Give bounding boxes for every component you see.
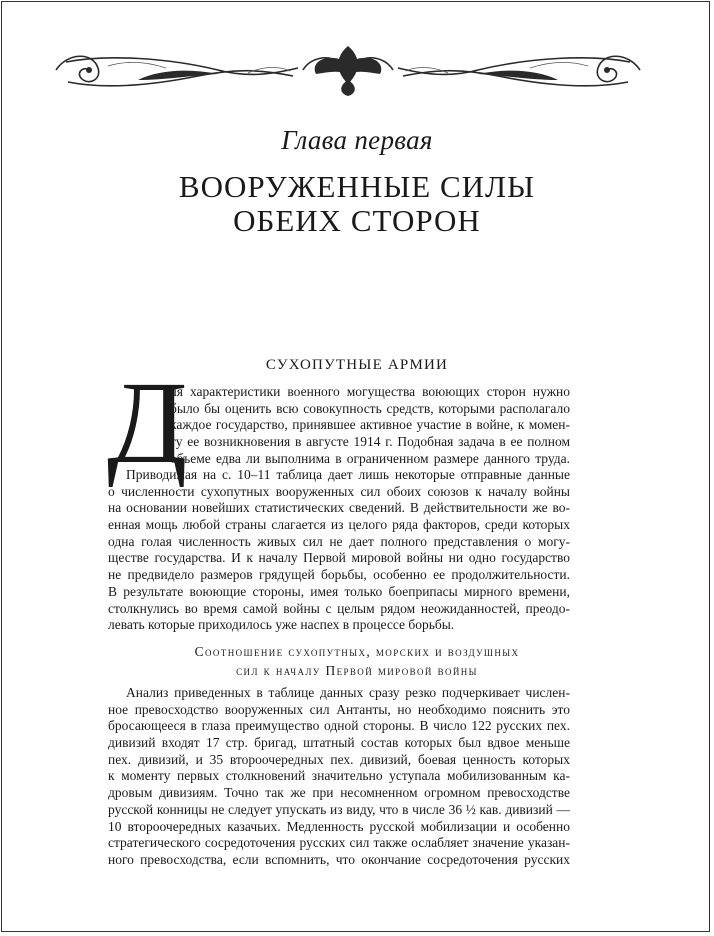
section-title: СУХОПУТНЫЕ АРМИИ bbox=[265, 357, 449, 373]
text-line: столкнулись во время самой войны с целым рядом неожиданностей, преодо- bbox=[108, 600, 570, 616]
text-line: не предвидело размеров грядущей борьбы, особенно ее продолжительности. bbox=[108, 567, 570, 583]
drop-cap: Д bbox=[107, 357, 188, 488]
text-line: дивизий входят 17 стр. бригад, штатный состав которых был вдвое меньше bbox=[108, 735, 570, 751]
text-line: 10 второочередных казачьих. Медленность русской мобилизации и особенно bbox=[108, 818, 570, 834]
subsection-paragraph bbox=[108, 685, 570, 869]
text-line: пех. дивизий, и 35 второочередных пех. дивизий, боевая ценность которых bbox=[108, 751, 570, 767]
text-line: енная мощь любой страны слагается из целого ряда факторов, среди которых bbox=[108, 517, 570, 533]
intro-paragraph bbox=[170, 384, 570, 467]
text-line: было бы оценить всю совокупность средств, которыми располагало bbox=[170, 400, 570, 416]
text-line: В результате воюющие стороны, имея только боеприпасы мирного времени, bbox=[108, 583, 570, 599]
chapter-title-line: ВООРУЖЕННЫЕ СИЛЫ bbox=[178, 169, 536, 204]
text-line: к моменту первых столкновений значительно уступала мобилизованным ка- bbox=[108, 768, 570, 784]
chapter-title bbox=[0, 170, 714, 238]
subsection-title-line: Соотношение сухопутных, морских и воздушных bbox=[194, 644, 520, 659]
text-line: о численности сухопутных вооруженных сил обоих союзов к началу войны bbox=[108, 483, 570, 499]
text-line: Приводимая на с. 10–11 таблица дает лишь некоторые отправные данные bbox=[126, 467, 570, 482]
text-line: стратегического сосредоточения русских сил также ослабляет значение указан- bbox=[108, 835, 570, 851]
subsection-title-line: сил к началу Первой мировой войны bbox=[236, 663, 478, 678]
text-line: русской конницы не следует упускать из виду, что в числе 36 ½ кав. дивизий — bbox=[108, 801, 570, 817]
text-line: бросающееся в глаза преимущество одной стороны. В число 122 русских пех. bbox=[108, 718, 570, 734]
text-line: ного превосходства, если вспомнить, что окончание сосредоточения русских bbox=[108, 851, 570, 867]
chapter-label: Глава первая bbox=[281, 125, 433, 155]
text-line: дровым дивизиям. Точно так же при несомненном огромном превосходстве bbox=[108, 785, 570, 801]
text-line: ществе государства. И к началу Первой мировой войны ни одно государство bbox=[108, 550, 570, 566]
text-line: ля характеристики военного могущества воюющих сторон нужно bbox=[170, 384, 570, 399]
text-line: Анализ приведенных в таблице данных сразу резко подчеркивает числен- bbox=[126, 685, 570, 700]
text-line: ту ее возникновения в августе 1914 г. Подобная задача в ее полном bbox=[170, 434, 570, 450]
text-line: левать которые приходилось уже наспех в процессе борьбы. bbox=[108, 617, 455, 633]
text-line: ное превосходство вооруженных сил Антанты, но необходимо пояснить это bbox=[108, 701, 570, 717]
text-line: одна голая численность живых сил не дает полного представления о могу- bbox=[108, 533, 570, 549]
text-line: каждое государство, принявшее активное участие в войне, к момен- bbox=[170, 417, 570, 433]
section-paragraph bbox=[108, 467, 570, 634]
subsection-title bbox=[0, 642, 714, 680]
text-line: объеме едва ли выполнима в ограниченном размере данного труда. bbox=[170, 450, 570, 466]
text-line: на основании новейших статистических сведений. В действительности же во- bbox=[108, 500, 570, 516]
chapter-title-line: ОБЕИХ СТОРОН bbox=[233, 203, 481, 238]
ornamental-headpiece-icon bbox=[48, 40, 648, 98]
